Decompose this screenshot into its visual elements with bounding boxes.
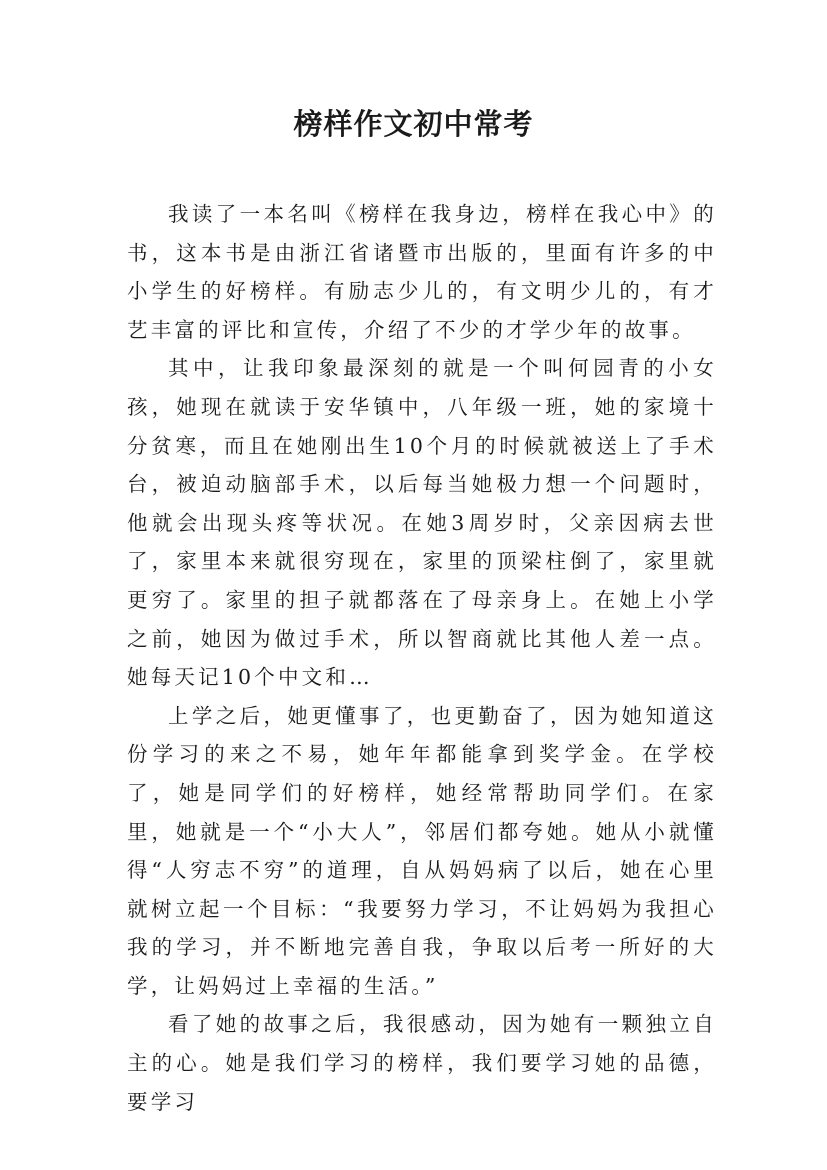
paragraph-1: 我读了一本名叫《榜样在我身边，榜样在我心中》的书，这本书是由浙江省诸暨市出版的，里面有许多的中小学生的好榜样。有励志少儿的，有文明少儿的，有才艺丰富的评比和宣传，介绍了不少的才学少年的故事。 — [127, 202, 717, 342]
paragraph-3: 上学之后，她更懂事了，也更勤奋了，因为她知道这份学习的来之不易，她年年都能拿到奖学金。在学校了，她是同学们的好榜样，她经常帮助同学们。在家里，她就是一个“小大人”，邻居们都夸她。她从小就懂得“人穷志不穷”的道理，自从妈妈病了以后，她在心里就树立起一个目标：“我要努力学习，不让妈妈为我担心我的学习，并不断地完善自我，争取以后考一所好的大学，让妈妈过上幸福的生活。” — [127, 703, 717, 998]
paragraph-2: 其中，让我印象最深刻的就是一个叫何园青的小女孩，她现在就读于安华镇中，八年级一班，她的家境十分贫寒，而且在她刚出生10个月的时候就被送上了手术台，被迫动脑部手术，以后每当她极力想一个问题时，他就会出现头疼等状况。在她3周岁时，父亲因病去世了，家里本来就很穷现在，家里的顶梁柱倒了，家里就更穷了。家里的担子就都落在了母亲身上。在她上小学之前，她因为做过手术，所以智商就比其他人差一点。她每天记10个中文和… — [127, 356, 717, 690]
document-title: 榜样作文初中常考 — [293, 107, 534, 141]
paragraph-4: 看了她的故事之后，我很感动，因为她有一颗独立自主的心。她是我们学习的榜样，我们要学习她的品德，要学习 — [127, 1012, 717, 1114]
document-body — [127, 195, 717, 1121]
